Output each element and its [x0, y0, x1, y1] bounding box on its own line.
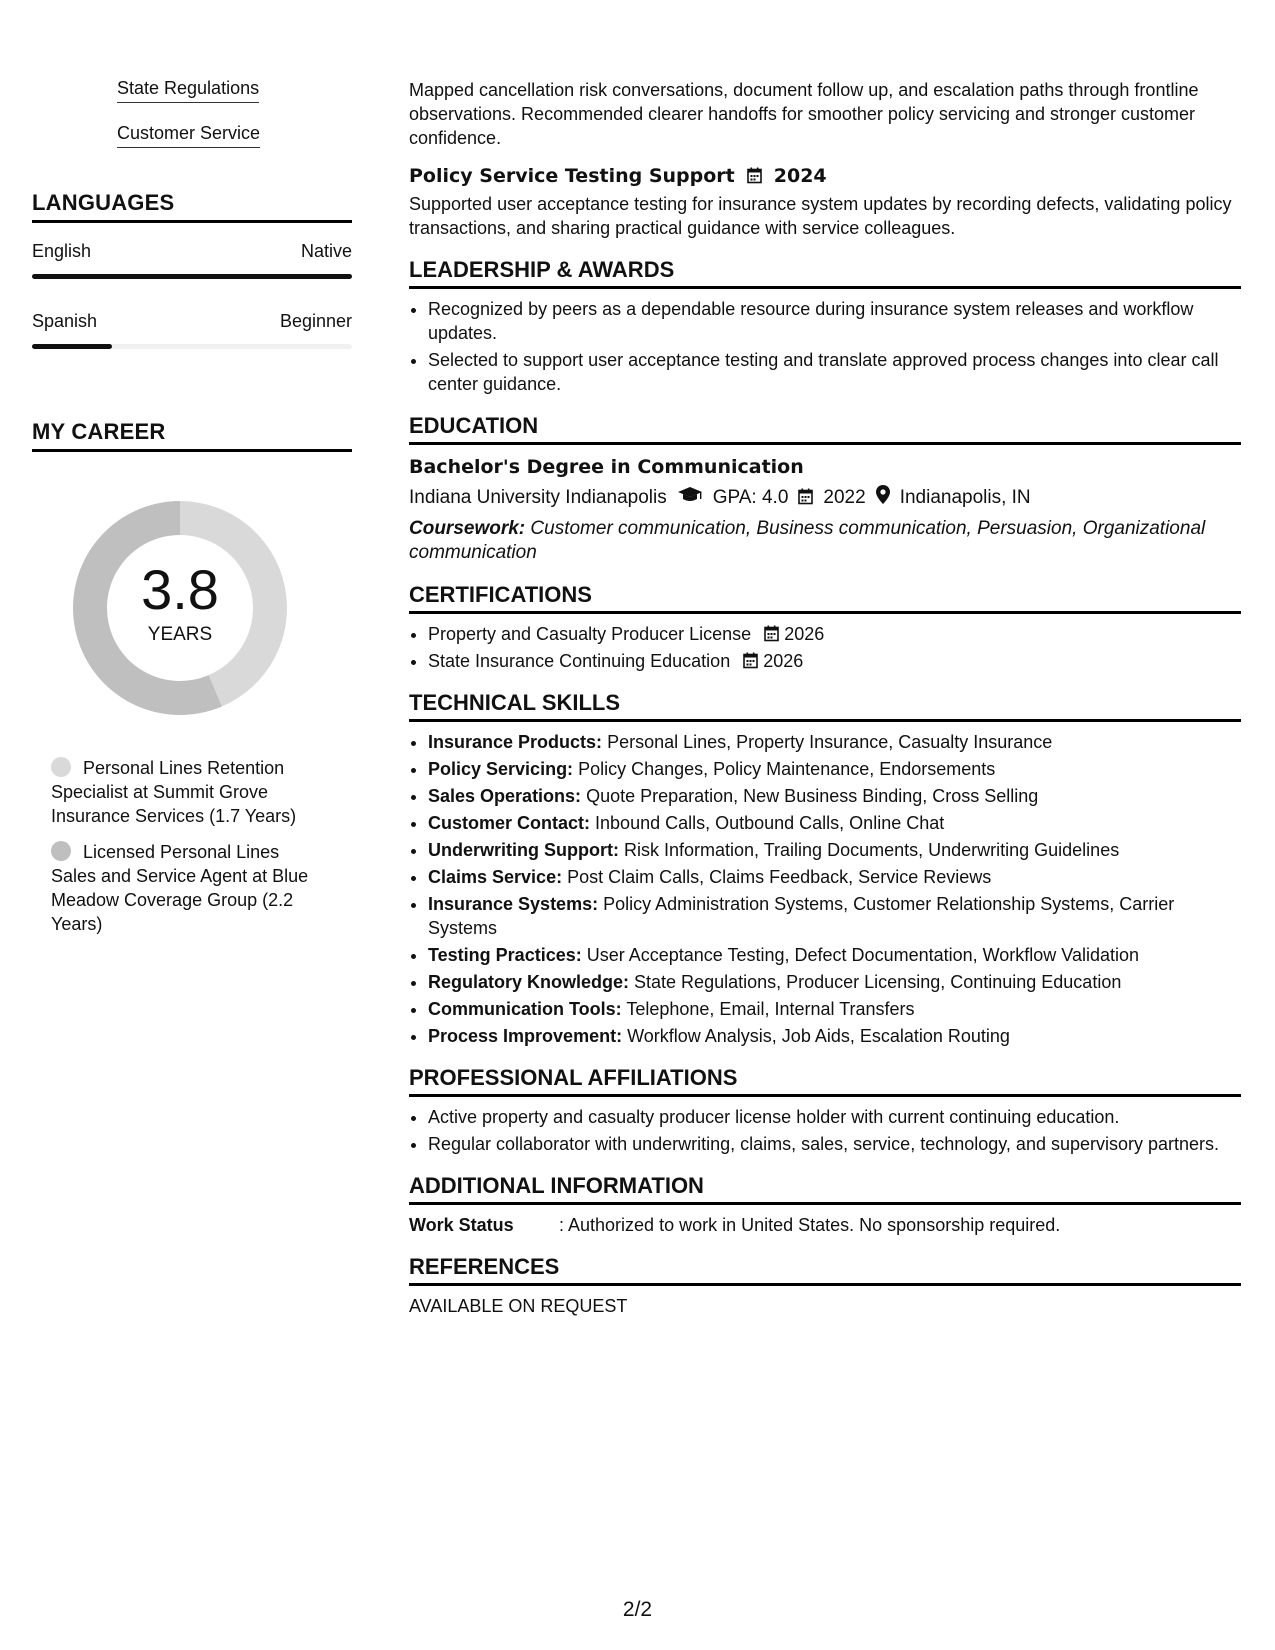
- skill-label: Sales Operations:: [428, 786, 582, 806]
- skill-label: Communication Tools:: [428, 999, 622, 1019]
- work-status-row: [409, 1213, 1241, 1237]
- experience-continued-paragraph: Mapped cancellation risk conversations, document follow up, and escalation paths through frontline observations. Recommended clearer handoffs for smoother policy servicing and stronger customer confidence.: [409, 80, 1199, 148]
- certifications-list: [409, 622, 1241, 673]
- school-location: Indianapolis, IN: [899, 487, 1031, 508]
- certification-year: 2026: [784, 624, 825, 644]
- graduation-cap-icon: [677, 486, 703, 511]
- skill-item: [428, 943, 1241, 967]
- references-heading: REFERENCES: [409, 1255, 1241, 1286]
- coursework-label: Coursework:: [409, 518, 526, 539]
- project-title: Policy Service Testing Support: [409, 165, 735, 187]
- language-proficiency-fill: [32, 344, 112, 349]
- skill-item: [428, 997, 1241, 1021]
- career-legend-item: [51, 756, 321, 828]
- calendar-icon: [743, 651, 758, 671]
- certification-name: Property and Casualty Producer License: [428, 624, 752, 644]
- gpa: GPA: 4.0: [712, 487, 789, 508]
- language-level: Native: [300, 241, 352, 261]
- skill-label: Insurance Systems:: [428, 894, 599, 914]
- leadership-list: [409, 297, 1241, 396]
- languages-list: [32, 241, 352, 349]
- languages-heading: LANGUAGES: [32, 190, 352, 223]
- calendar-icon: [798, 486, 813, 510]
- education-heading: EDUCATION: [409, 414, 1241, 445]
- skill-item: [428, 970, 1241, 994]
- skill-label: Underwriting Support:: [428, 840, 619, 860]
- skill-value: Personal Lines, Property Insurance, Casualty Insurance: [607, 732, 1053, 752]
- project-description: Supported user acceptance testing for insurance system updates by recording defects, validating policy transactions, and sharing practical guidance with service colleagues.: [409, 194, 1232, 238]
- skill-value: Policy Changes, Policy Maintenance, Endorsements: [578, 759, 996, 779]
- career-heading: MY CAREER: [32, 419, 352, 452]
- certification-item: [428, 649, 1241, 673]
- skill-value: Telephone, Email, Internal Transfers: [626, 999, 915, 1019]
- certifications-heading: CERTIFICATIONS: [409, 583, 1241, 614]
- right-column: [409, 78, 1241, 1318]
- career-total-value: 3.8: [141, 558, 219, 621]
- language-name: English: [32, 241, 92, 261]
- degree-title: Bachelor's Degree in Communication: [409, 456, 804, 478]
- skill-label: Customer Contact:: [428, 813, 591, 833]
- skill-tag: State Regulations: [117, 78, 259, 103]
- skill-item: [428, 838, 1241, 862]
- skill-value: Risk Information, Trailing Documents, Underwriting Guidelines: [624, 840, 1120, 860]
- skill-item: [428, 811, 1241, 835]
- left-column: [32, 78, 352, 948]
- career-donut-chart: [66, 494, 294, 722]
- leadership-heading: LEADERSHIP & AWARDS: [409, 258, 1241, 289]
- skill-label: Testing Practices:: [428, 945, 582, 965]
- skills-tail-list: [32, 78, 352, 168]
- work-status-value: : Authorized to work in United States. No sponsorship required.: [559, 1215, 1061, 1235]
- skill-label: Process Improvement:: [428, 1026, 623, 1046]
- skill-item: [428, 892, 1241, 940]
- skill-item: [428, 784, 1241, 808]
- skill-value: Quote Preparation, New Business Binding, Cross Selling: [586, 786, 1039, 806]
- affiliations-heading: PROFESSIONAL AFFILIATIONS: [409, 1066, 1241, 1097]
- language-item: [32, 241, 352, 279]
- references-text: AVAILABLE ON REQUEST: [409, 1296, 628, 1316]
- list-item: • Recognized by peers as a dependable resource during insurance system releases and workflow updates.: [428, 297, 1241, 345]
- skill-label: Insurance Products:: [428, 732, 603, 752]
- language-item: [32, 311, 352, 349]
- page-number: 2/2: [622, 1598, 653, 1621]
- language-proficiency-fill: [32, 274, 352, 279]
- skill-label: Regulatory Knowledge:: [428, 972, 630, 992]
- skill-value: State Regulations, Producer Licensing, Continuing Education: [634, 972, 1122, 992]
- language-name: Spanish: [32, 311, 98, 331]
- calendar-icon: [747, 164, 762, 188]
- technical-skills-list: [409, 730, 1241, 1048]
- career-legend-item: [51, 840, 321, 936]
- certification-item: [428, 622, 1241, 646]
- work-status-label: Work Status: [409, 1215, 514, 1235]
- skill-value: Workflow Analysis, Job Aids, Escalation Routing: [627, 1026, 1010, 1046]
- graduation-year: 2022: [823, 487, 866, 508]
- career-legend: [32, 756, 352, 936]
- list-item: • Regular collaborator with underwriting, claims, sales, service, technology, and supervisory partners.: [428, 1132, 1241, 1156]
- skill-value: Post Claim Calls, Claims Feedback, Service Reviews: [567, 867, 992, 887]
- calendar-icon: [764, 624, 779, 644]
- skill-tag: Customer Service: [117, 123, 260, 148]
- education-details: [409, 485, 1241, 511]
- certification-year: 2026: [763, 651, 804, 671]
- skill-value: Policy Administration Systems, Customer Relationship Systems, Carrier Systems: [428, 894, 1175, 938]
- skill-value: User Acceptance Testing, Defect Documentation, Workflow Validation: [586, 945, 1140, 965]
- language-proficiency-bar: [32, 344, 352, 349]
- career-legend-dot: [51, 841, 71, 861]
- career-total-unit: YEARS: [147, 624, 213, 645]
- map-pin-icon: [876, 485, 890, 511]
- list-item: • Selected to support user acceptance testing and translate approved process changes into clear call center guidance.: [428, 348, 1241, 396]
- project-header: [409, 164, 1241, 188]
- skill-item: [428, 1024, 1241, 1048]
- skill-item: [428, 865, 1241, 889]
- language-level: Beginner: [279, 311, 352, 331]
- skill-item: [428, 730, 1241, 754]
- skill-item: [428, 757, 1241, 781]
- school-name: Indiana University Indianapolis: [409, 487, 667, 508]
- career-legend-dot: [51, 757, 71, 777]
- affiliations-list: [409, 1105, 1241, 1156]
- skill-value: Inbound Calls, Outbound Calls, Online Chat: [595, 813, 945, 833]
- language-proficiency-bar: [32, 274, 352, 279]
- coursework-text: Customer communication, Business communication, Persuasion, Organizational communication: [409, 518, 1206, 563]
- career-legend-text: Personal Lines Retention Specialist at Summit Grove Insurance Services (1.7 Years): [51, 758, 297, 826]
- coursework: [409, 517, 1241, 565]
- skill-label: Claims Service:: [428, 867, 563, 887]
- career-legend-text: Licensed Personal Lines Sales and Service Agent at Blue Meadow Coverage Group (2.2 Years): [51, 842, 309, 934]
- skill-label: Policy Servicing:: [428, 759, 574, 779]
- project-year: 2024: [773, 165, 827, 187]
- technical-skills-heading: TECHNICAL SKILLS: [409, 691, 1241, 722]
- list-item: • Active property and casualty producer license holder with current continuing education.: [428, 1105, 1241, 1129]
- certification-name: State Insurance Continuing Education: [428, 651, 731, 671]
- additional-info-heading: ADDITIONAL INFORMATION: [409, 1174, 1241, 1205]
